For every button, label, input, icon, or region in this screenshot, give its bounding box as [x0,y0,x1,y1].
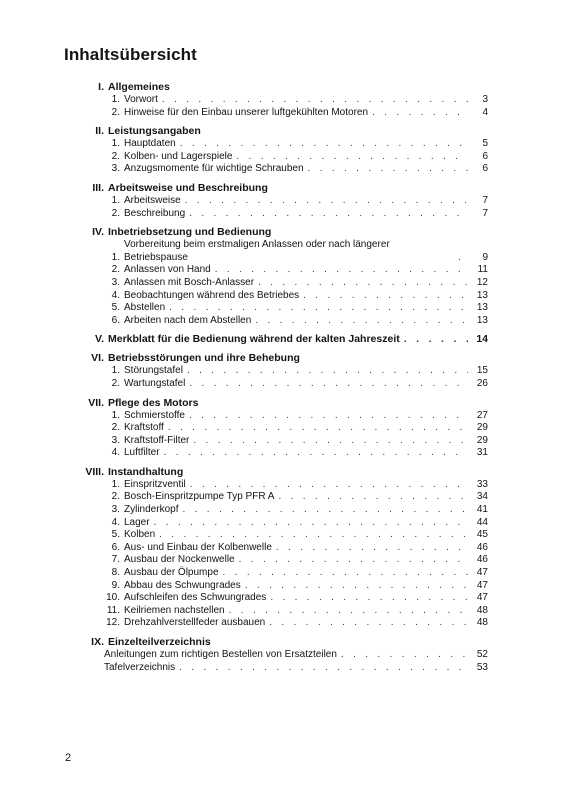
entry-page-number: 53 [476,661,488,673]
entry-number: 1. [111,194,120,206]
entry-number: 2. [111,377,120,389]
section-numeral: II. [95,125,104,138]
entry-number: 4. [111,447,120,459]
dot-leader [190,479,468,492]
entry-page-number: 3 [482,94,488,105]
entry-number: 4. [111,289,120,301]
toc-section [64,635,488,674]
entry-number: 6. [111,314,120,326]
section-heading [64,225,488,239]
entry-number: 3. [111,276,120,288]
section-heading [64,635,488,649]
entry-number: 1. [111,138,120,150]
toc-entry [64,315,488,328]
toc-entry [64,264,488,277]
toc-entry [64,542,488,555]
entry-page-number: 41 [476,504,488,516]
entry-number: 6. [111,541,120,553]
entry-page-number: 27 [476,409,488,421]
entry-page-number: 4 [482,106,488,118]
dot-leader [223,567,468,580]
entry-number: 1. [111,365,120,377]
entry-number: 5. [111,302,120,314]
entry-number: 3. [111,163,120,175]
entry-page-number: 15 [476,365,488,377]
toc-entry [64,554,488,567]
entry-number: 11. [106,604,120,616]
entry-page-number: 9 [482,251,488,263]
toc-entry [64,504,488,517]
dot-leader [239,554,468,567]
toc-entry [64,290,488,303]
toc-entry [64,529,488,542]
dot-leader [229,605,468,618]
toc-section [64,181,488,220]
entry-text: Ausbau der Ölpumpe [124,567,219,579]
entry-text: Anlassen mit Bosch-Anlasser [124,276,255,288]
dot-leader [270,592,468,605]
toc-entry [64,208,488,221]
entry-number: 10. [106,592,120,604]
entry-page-number: 6 [482,150,488,162]
entry-page-number: 7 [482,194,488,206]
dot-leader [169,302,468,315]
entry-text: Kolben [124,529,156,541]
entry-page-number: 26 [476,377,488,389]
dot-leader [159,529,468,542]
toc-entry [64,567,488,580]
dot-leader [189,378,468,391]
table-of-contents [64,80,488,679]
toc-entry [64,277,488,290]
entry-text: Arbeitsweise [124,194,181,206]
section-heading [64,351,488,365]
entry-page-number: 46 [476,541,488,553]
dot-leader [215,264,468,277]
section-title: Allgemeines [108,81,170,93]
entry-text: Abstellen [124,302,166,314]
section-numeral: VI. [91,352,104,365]
entry-page-number: 11 [477,264,488,276]
page-title: Inhaltsübersicht [64,45,197,64]
entry-page-number: 46 [476,554,488,566]
dot-leader [458,252,468,265]
dot-leader [162,94,468,107]
entry-number: 9. [111,579,120,591]
entry-number: 8. [111,567,120,579]
section-numeral: V. [95,333,104,346]
section-numeral: I. [98,81,104,93]
dot-leader [168,422,468,435]
entry-text: Schmierstoffe [124,409,185,421]
dot-leader [276,542,468,555]
section-heading [64,80,488,94]
toc-entry [64,605,488,618]
dot-leader [185,195,468,208]
entry-text: Arbeiten nach dem Abstellen [124,314,252,326]
section-title: Arbeitsweise und Beschreibung [108,181,268,194]
toc-section [64,396,488,460]
entry-text: Keilriemen nachstellen [124,604,225,616]
section-numeral: III. [92,181,104,194]
dot-leader [179,662,468,675]
entry-text: Ausbau der Nockenwelle [124,554,235,566]
toc-section [64,124,488,176]
entry-text: Beschreibung [124,207,186,219]
entry-page-number: 12 [476,276,488,288]
entry-text: Anlassen von Hand [124,264,211,276]
dot-leader [187,365,468,378]
entry-text: Beobachtungen während des Betriebes [124,289,300,301]
entry-page-number: 33 [476,478,488,490]
section-heading [64,465,488,479]
entry-page-number: 45 [476,529,488,541]
dot-leader [341,649,468,662]
section-page-number: 14 [476,333,488,346]
section-title: Leistungsangaben [108,125,201,138]
entry-text: Bosch-Einspritzpumpe Typ PFR A [124,491,275,503]
toc-entry [64,580,488,593]
toc-entry [64,410,488,423]
section-title: Merkblatt für die Bedienung während der kalten Jahreszeit [108,333,400,346]
entry-number: 2. [111,150,120,162]
entry-number: 2. [111,106,120,118]
section-title: Instandhaltung [108,465,184,478]
section-numeral: IV. [92,226,104,239]
toc-entry [64,107,488,120]
entry-page-number: 48 [476,617,488,629]
section-title: Pflege des Motors [108,396,199,409]
entry-page-number: 6 [482,163,488,175]
toc-entry [64,94,488,107]
entry-text: Luftfilter [124,447,160,459]
toc-entry [64,649,488,662]
entry-number: 2. [111,207,120,219]
page-number: 2 [65,752,72,764]
dot-leader [308,163,468,176]
section-numeral: IX. [91,636,104,648]
entry-number: 1. [111,409,120,421]
toc-entry [64,151,488,164]
toc-entry [64,138,488,151]
entry-text: Wartungstafel [124,377,186,389]
entry-text: Lager [124,516,150,528]
dot-leader [404,332,468,346]
entry-page-number: 47 [476,567,488,579]
entry-text: Tafelverzeichnis [104,661,176,673]
section-heading [64,332,488,346]
entry-text: Kraftstoff [124,422,164,434]
entry-page-number: 47 [476,592,488,604]
section-numeral: VII. [88,396,104,409]
toc-section [64,80,488,119]
dot-leader [303,290,468,303]
toc-entry [64,422,488,435]
entry-number: 1. [111,94,120,105]
section-title: Inbetriebsetzung und Bedienung [108,226,272,239]
toc-entry [64,517,488,530]
toc-entry [64,592,488,605]
dot-leader [245,580,468,593]
section-title: Betriebsstörungen und ihre Behebung [108,352,300,365]
entry-page-number: 13 [476,289,488,301]
dot-leader [182,504,468,517]
entry-text: Vorbereitung beim erstmaligen Anlassen oder nach längerer Betriebspause [124,239,390,263]
dot-leader [164,447,468,460]
section-heading [64,124,488,138]
entry-page-number: 34 [476,491,488,503]
dot-leader [189,410,468,423]
entry-page-number: 47 [476,579,488,591]
dot-leader [193,435,468,448]
toc-entry [64,195,488,208]
entry-number: 2. [111,491,120,503]
section-heading [64,181,488,195]
entry-text: Hinweise für den Einbau unserer luftgekühlten Motoren [124,106,369,118]
entry-number: 2. [111,422,120,434]
entry-page-number: 13 [476,314,488,326]
entry-page-number: 52 [476,649,488,660]
entry-text: Drehzahlverstellfeder ausbauen [124,617,266,629]
entry-text: Kolben- und Lagerspiele [124,150,233,162]
entry-text: Abbau des Schwungrades [124,579,241,591]
entry-page-number: 29 [476,434,488,446]
toc-entry [64,302,488,315]
entry-page-number: 31 [476,447,488,459]
entry-text: Aufschleifen des Schwungrades [124,592,267,604]
toc-entry [64,163,488,176]
entry-number: 3. [111,504,120,516]
toc-entry [64,378,488,391]
entry-text: Anzugsmomente für wichtige Schrauben [124,163,304,175]
dot-leader [255,315,468,328]
entry-number: 3. [111,434,120,446]
toc-entry [64,447,488,460]
toc-entry [64,435,488,448]
entry-number: 7. [111,554,120,566]
toc-section [64,351,488,390]
dot-leader [236,151,468,164]
entry-text: Kraftstoff-Filter [124,434,190,446]
entry-page-number: 5 [482,138,488,150]
toc-section [64,332,488,346]
section-heading [64,396,488,410]
section-numeral: VIII. [85,465,104,478]
dot-leader [269,617,468,630]
toc-entry [64,239,488,264]
dot-leader [180,138,468,151]
entry-page-number: 44 [476,516,488,528]
dot-leader [258,277,468,290]
entry-text: Einspritzventil [124,478,186,490]
entry-number: 1. [111,478,120,490]
toc-entry [64,479,488,492]
entry-number: 2. [111,264,120,276]
section-title: Einzelteilverzeichnis [108,636,211,648]
entry-text: Hauptdaten [124,138,176,150]
entry-number: 1. [111,251,120,263]
entry-page-number: 29 [476,422,488,434]
entry-page-number: 7 [482,207,488,219]
dot-leader [278,491,468,504]
toc-section [64,465,488,630]
entry-number: 4. [111,516,120,528]
dot-leader [372,107,468,120]
entry-text: Anleitungen zum richtigen Bestellen von Ersatzteilen [104,649,337,660]
entry-number: 5. [111,529,120,541]
dot-leader [189,208,468,221]
toc-entry [64,491,488,504]
entry-text: Aus- und Einbau der Kolbenwelle [124,541,272,553]
entry-text: Zylinderkopf [124,504,179,516]
toc-entry [64,617,488,630]
entry-number: 12. [106,617,120,629]
toc-section [64,225,488,327]
entry-text: Störungstafel [124,365,183,377]
entry-page-number: 48 [476,604,488,616]
entry-page-number: 13 [476,302,488,314]
toc-entry [64,662,488,675]
dot-leader [154,517,468,530]
toc-entry [64,365,488,378]
entry-text: Vorwort [124,94,158,105]
